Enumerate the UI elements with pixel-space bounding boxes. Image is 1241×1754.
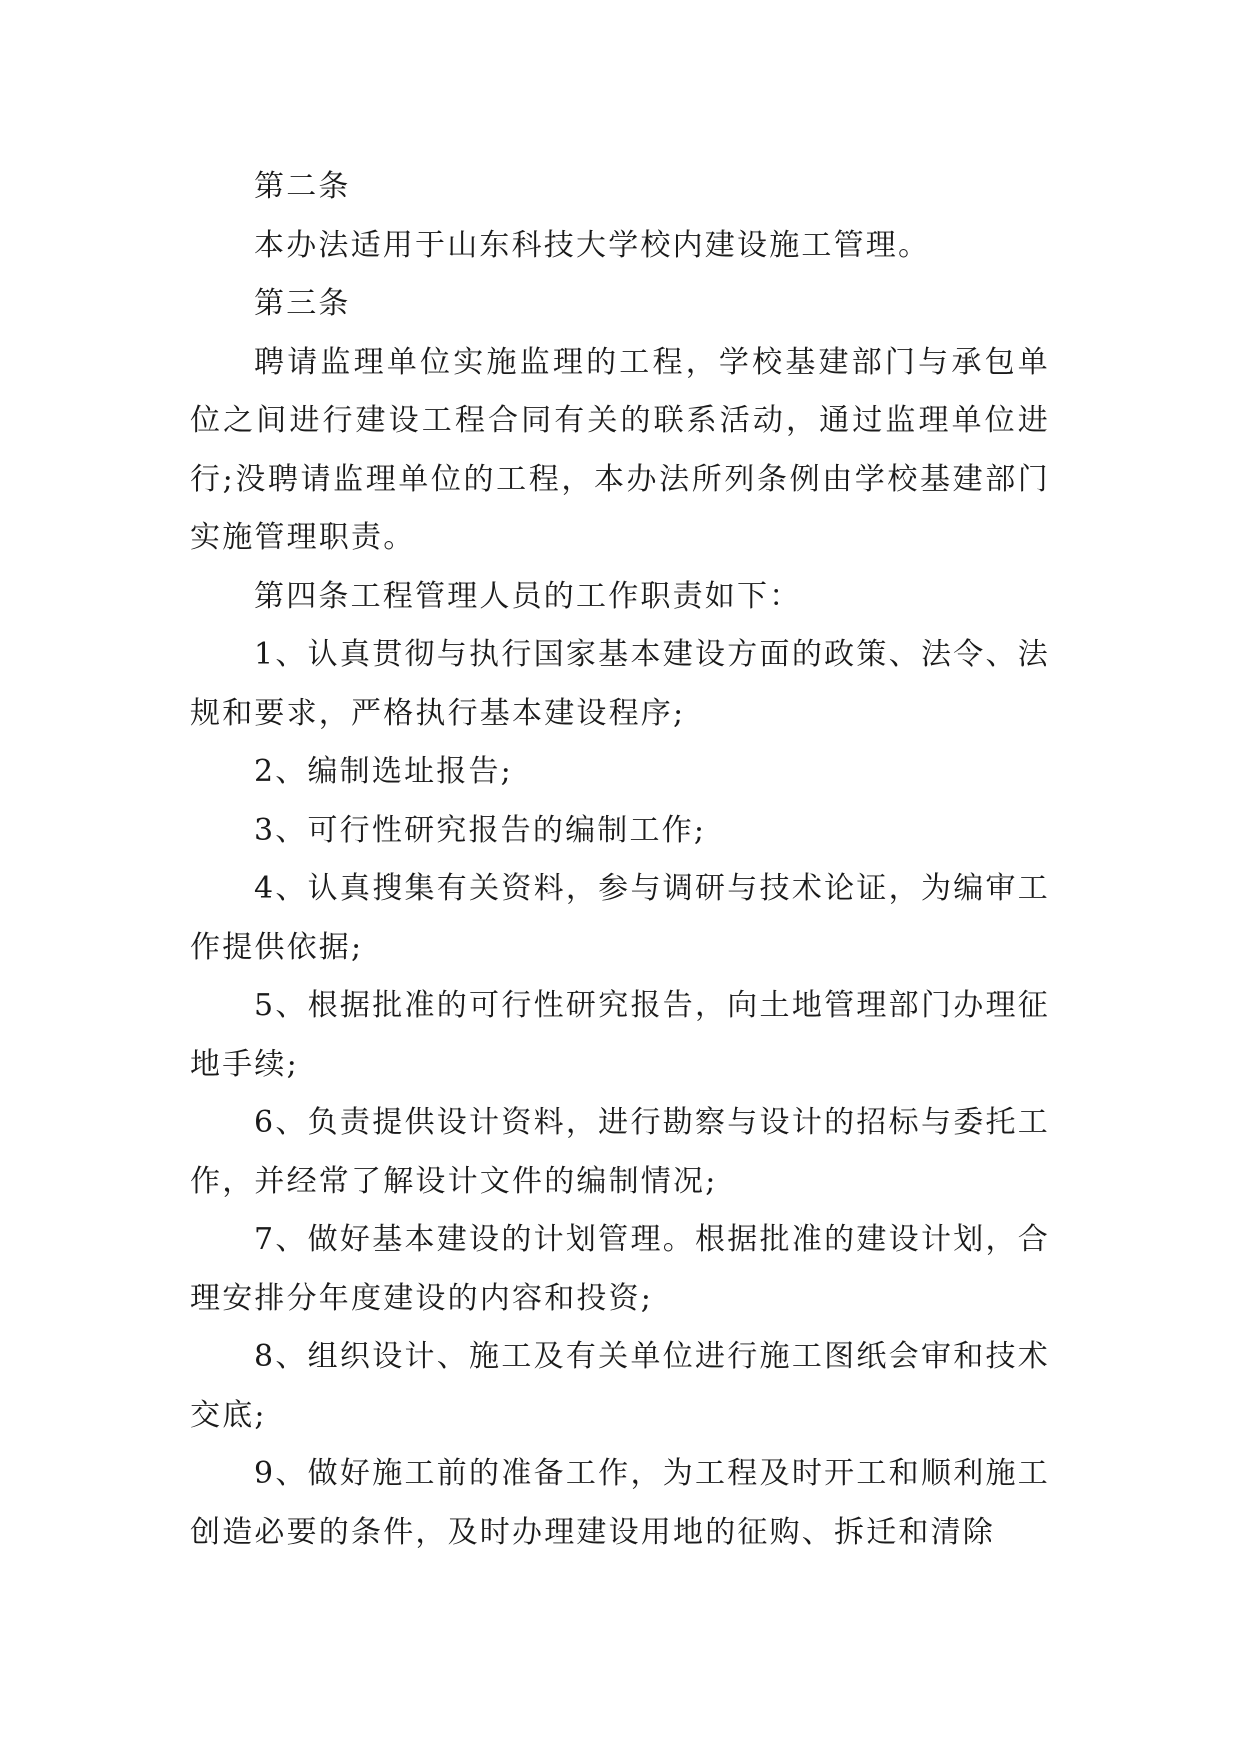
article-heading-3: 第三条 bbox=[254, 286, 351, 321]
list-item: 8、组织设计、施工及有关单位进行施工图纸会审和技术交底; bbox=[190, 1339, 1050, 1433]
list-item: 7、做好基本建设的计划管理。根据批准的建设计划，合理安排分年度建设的内容和投资; bbox=[190, 1222, 1050, 1316]
list-item: 4、认真搜集有关资料，参与调研与技术论证，为编审工作提供依据; bbox=[190, 871, 1050, 965]
paragraph: 聘请监理单位实施监理的工程，学校基建部门与承包单位之间进行建设工程合同有关的联系活动，通过监理单位进行;没聘请监理单位的工程，本办法所列条例由学校基建部门实施管理职责。 bbox=[190, 344, 1050, 555]
list-item: 3、可行性研究报告的编制工作; bbox=[254, 812, 707, 848]
article-heading-2: 第二条 bbox=[254, 169, 351, 204]
list-item: 2、编制选址报告; bbox=[254, 754, 513, 789]
article-heading-4: 第四条工程管理人员的工作职责如下： bbox=[254, 578, 802, 614]
list-item: 9、做好施工前的准备工作，为工程及时开工和顺利施工创造必要的条件，及时办理建设用地的征购、拆迁和清除 bbox=[190, 1456, 1050, 1550]
paragraph: 本办法适用于山东科技大学校内建设施工管理。 bbox=[254, 227, 931, 263]
document-body bbox=[190, 158, 1050, 1562]
list-item: 5、根据批准的可行性研究报告，向土地管理部门办理征地手续; bbox=[190, 988, 1050, 1082]
list-item: 6、负责提供设计资料，进行勘察与设计的招标与委托工作，并经常了解设计文件的编制情况; bbox=[190, 1105, 1050, 1199]
list-item: 1、认真贯彻与执行国家基本建设方面的政策、法令、法规和要求，严格执行基本建设程序; bbox=[190, 637, 1050, 731]
